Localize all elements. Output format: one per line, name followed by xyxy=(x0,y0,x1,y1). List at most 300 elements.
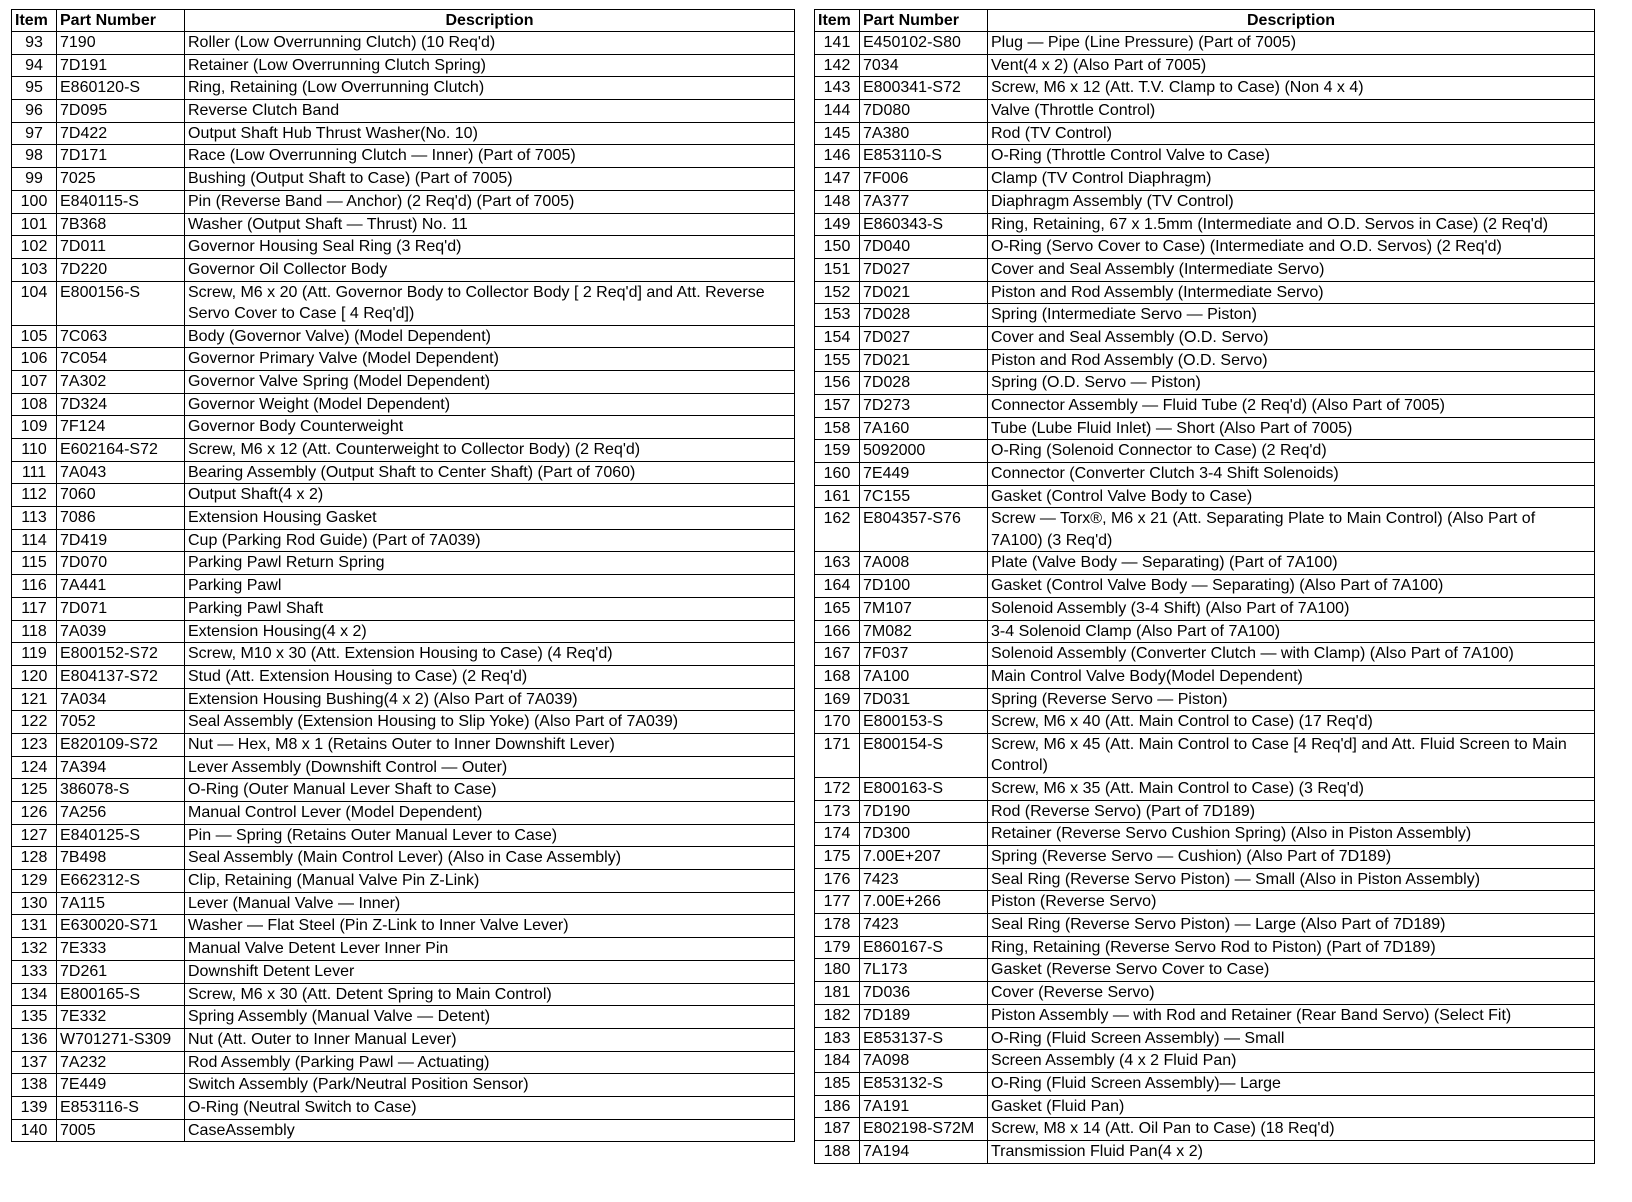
description-cell: Connector Assembly — Fluid Tube (2 Req'd) (Also Part of 7005) xyxy=(988,395,1595,418)
description-cell: Screw, M6 x 30 (Att. Detent Spring to Main Control) xyxy=(185,983,795,1006)
table-row xyxy=(815,145,1595,168)
table-row xyxy=(815,100,1595,123)
item-number-cell: 156 xyxy=(815,372,860,395)
table-row xyxy=(12,824,795,847)
description-cell: Connector (Converter Clutch 3-4 Shift Solenoids) xyxy=(988,463,1595,486)
table-row xyxy=(12,665,795,688)
description-cell: Rod Assembly (Parking Pawl — Actuating) xyxy=(185,1051,795,1074)
part-number-cell: 7D422 xyxy=(57,122,185,145)
table-row xyxy=(815,1027,1595,1050)
part-number-cell: E860120-S xyxy=(57,77,185,100)
part-number-cell: 386078-S xyxy=(57,779,185,802)
part-number-cell: 7D189 xyxy=(860,1004,988,1027)
part-number-cell: 7D021 xyxy=(860,281,988,304)
description-cell: Output Shaft Hub Thrust Washer(No. 10) xyxy=(185,122,795,145)
item-number-cell: 116 xyxy=(12,575,57,598)
item-number-cell: 147 xyxy=(815,168,860,191)
table-row xyxy=(815,1140,1595,1163)
item-header: Item xyxy=(12,10,57,32)
item-number-cell: 140 xyxy=(12,1119,57,1142)
part-number-cell: 7D300 xyxy=(860,823,988,846)
parts-table-left-body xyxy=(12,32,795,1142)
description-cell: Extension Housing Bushing(4 x 2) (Also Part of 7A039) xyxy=(185,688,795,711)
item-number-cell: 130 xyxy=(12,892,57,915)
part-number-cell: 7.00E+207 xyxy=(860,846,988,869)
table-row xyxy=(12,711,795,734)
item-number-cell: 133 xyxy=(12,960,57,983)
description-cell: Gasket (Reverse Servo Cover to Case) xyxy=(988,959,1595,982)
table-row xyxy=(12,779,795,802)
item-number-cell: 124 xyxy=(12,756,57,779)
table-row xyxy=(815,936,1595,959)
part-number-cell: 7F037 xyxy=(860,643,988,666)
description-cell: Spring (Reverse Servo — Piston) xyxy=(988,688,1595,711)
description-cell: Gasket (Control Valve Body — Separating) (Also Part of 7A100) xyxy=(988,575,1595,598)
part-number-cell: 7D021 xyxy=(860,349,988,372)
item-number-cell: 134 xyxy=(12,983,57,1006)
description-cell: Spring (Intermediate Servo — Piston) xyxy=(988,304,1595,327)
item-number-cell: 136 xyxy=(12,1028,57,1051)
part-number-cell: 7D324 xyxy=(57,393,185,416)
item-number-cell: 179 xyxy=(815,936,860,959)
table-row xyxy=(12,236,795,259)
description-cell: Downshift Detent Lever xyxy=(185,960,795,983)
table-row xyxy=(12,439,795,462)
part-number-cell: 7190 xyxy=(57,32,185,55)
description-cell: Governor Oil Collector Body xyxy=(185,258,795,281)
description-cell: Retainer (Reverse Servo Cushion Spring) (Also in Piston Assembly) xyxy=(988,823,1595,846)
item-number-cell: 171 xyxy=(815,733,860,777)
table-row xyxy=(815,508,1595,552)
table-row xyxy=(12,484,795,507)
item-number-cell: 151 xyxy=(815,258,860,281)
description-cell: Spring (Reverse Servo — Cushion) (Also Part of 7D189) xyxy=(988,846,1595,869)
table-row xyxy=(815,1050,1595,1073)
description-cell: Main Control Valve Body(Model Dependent) xyxy=(988,665,1595,688)
description-cell: Cover and Seal Assembly (Intermediate Servo) xyxy=(988,258,1595,281)
part-number-cell: E853116-S xyxy=(57,1096,185,1119)
description-cell: Ring, Retaining, 67 x 1.5mm (Intermediate and O.D. Servos in Case) (2 Req'd) xyxy=(988,213,1595,236)
item-number-cell: 182 xyxy=(815,1004,860,1027)
item-number-cell: 127 xyxy=(12,824,57,847)
table-row xyxy=(815,823,1595,846)
item-number-cell: 142 xyxy=(815,54,860,77)
part-number-cell: 7A100 xyxy=(860,665,988,688)
part-number-cell: 7F124 xyxy=(57,416,185,439)
part-number-cell: 7D100 xyxy=(860,575,988,598)
table-row xyxy=(12,325,795,348)
description-header: Description xyxy=(988,10,1595,32)
description-cell: Seal Ring (Reverse Servo Piston) — Small (Also in Piston Assembly) xyxy=(988,868,1595,891)
table-row xyxy=(815,77,1595,100)
part-number-cell: E800165-S xyxy=(57,983,185,1006)
table-row xyxy=(815,982,1595,1005)
item-number-cell: 153 xyxy=(815,304,860,327)
item-number-cell: 188 xyxy=(815,1140,860,1163)
item-number-cell: 123 xyxy=(12,733,57,756)
description-header: Description xyxy=(185,10,795,32)
item-number-cell: 113 xyxy=(12,507,57,530)
table-row xyxy=(12,1028,795,1051)
description-cell: Spring Assembly (Manual Valve — Detent) xyxy=(185,1006,795,1029)
table-row xyxy=(12,1096,795,1119)
item-number-cell: 125 xyxy=(12,779,57,802)
part-number-cell: 7.00E+266 xyxy=(860,891,988,914)
description-cell: Reverse Clutch Band xyxy=(185,100,795,123)
part-number-cell: 7D040 xyxy=(860,236,988,259)
item-number-cell: 145 xyxy=(815,122,860,145)
part-number-cell: 7D011 xyxy=(57,236,185,259)
parts-table-right-body xyxy=(815,32,1595,1164)
part-number-cell: 7423 xyxy=(860,914,988,937)
description-cell: Roller (Low Overrunning Clutch) (10 Req'd) xyxy=(185,32,795,55)
description-cell: Solenoid Assembly (Converter Clutch — with Clamp) (Also Part of 7A100) xyxy=(988,643,1595,666)
item-number-cell: 104 xyxy=(12,281,57,325)
description-cell: Nut (Att. Outer to Inner Manual Lever) xyxy=(185,1028,795,1051)
item-number-cell: 135 xyxy=(12,1006,57,1029)
description-cell: Screw, M6 x 40 (Att. Main Control to Case) (17 Req'd) xyxy=(988,711,1595,734)
item-number-cell: 157 xyxy=(815,395,860,418)
description-cell: Tube (Lube Fluid Inlet) — Short (Also Part of 7005) xyxy=(988,417,1595,440)
table-row xyxy=(815,711,1595,734)
part-number-cell: 7D095 xyxy=(57,100,185,123)
description-cell: Gasket (Fluid Pan) xyxy=(988,1095,1595,1118)
part-number-cell: E800163-S xyxy=(860,777,988,800)
item-number-cell: 126 xyxy=(12,802,57,825)
table-row xyxy=(12,575,795,598)
item-number-cell: 187 xyxy=(815,1118,860,1141)
table-row xyxy=(12,190,795,213)
item-number-cell: 121 xyxy=(12,688,57,711)
part-number-cell: 7C063 xyxy=(57,325,185,348)
description-cell: Extension Housing Gasket xyxy=(185,507,795,530)
part-number-cell: 7B498 xyxy=(57,847,185,870)
part-number-cell: W701271-S309 xyxy=(57,1028,185,1051)
item-number-cell: 98 xyxy=(12,145,57,168)
part-number-cell: 7D171 xyxy=(57,145,185,168)
part-number-cell: E860167-S xyxy=(860,936,988,959)
part-number-cell: 7060 xyxy=(57,484,185,507)
table-row xyxy=(815,1004,1595,1027)
item-number-cell: 129 xyxy=(12,870,57,893)
table-row xyxy=(12,168,795,191)
table-row xyxy=(12,529,795,552)
header-row xyxy=(12,10,795,32)
table-row xyxy=(815,304,1595,327)
part-number-cell: 7E333 xyxy=(57,938,185,961)
table-row xyxy=(815,440,1595,463)
item-number-cell: 165 xyxy=(815,597,860,620)
table-row xyxy=(12,348,795,371)
description-cell: Screw, M6 x 12 (Att. Counterweight to Collector Body) (2 Req'd) xyxy=(185,439,795,462)
item-number-cell: 177 xyxy=(815,891,860,914)
part-number-cell: 7A302 xyxy=(57,370,185,393)
item-number-cell: 138 xyxy=(12,1074,57,1097)
table-row xyxy=(12,281,795,325)
table-row xyxy=(12,870,795,893)
table-row xyxy=(815,733,1595,777)
item-number-cell: 169 xyxy=(815,688,860,711)
table-row xyxy=(815,258,1595,281)
table-row xyxy=(815,54,1595,77)
description-cell: Parking Pawl Shaft xyxy=(185,597,795,620)
description-cell: Screw, M6 x 20 (Att. Governor Body to Collector Body [ 2 Req'd] and Att. Reverse Servo Cover to Case [ 4 Req'd]) xyxy=(185,281,795,325)
table-row xyxy=(815,643,1595,666)
part-number-cell: 7D027 xyxy=(860,258,988,281)
part-number-cell: 7D028 xyxy=(860,372,988,395)
description-cell: Body (Governor Valve) (Model Dependent) xyxy=(185,325,795,348)
description-cell: Piston Assembly — with Rod and Retainer (Rear Band Servo) (Select Fit) xyxy=(988,1004,1595,1027)
table-row xyxy=(12,1051,795,1074)
part-number-cell: 7C054 xyxy=(57,348,185,371)
table-row xyxy=(815,372,1595,395)
description-cell: Diaphragm Assembly (TV Control) xyxy=(988,190,1595,213)
table-row xyxy=(12,32,795,55)
part-number-cell: 7E449 xyxy=(860,463,988,486)
table-row xyxy=(12,100,795,123)
table-row xyxy=(12,733,795,756)
item-number-cell: 103 xyxy=(12,258,57,281)
part-number-cell: 7A232 xyxy=(57,1051,185,1074)
table-row xyxy=(12,416,795,439)
table-row xyxy=(815,891,1595,914)
item-number-cell: 118 xyxy=(12,620,57,643)
table-row xyxy=(12,258,795,281)
table-row xyxy=(815,281,1595,304)
part-number-cell: 7L173 xyxy=(860,959,988,982)
description-cell: Governor Weight (Model Dependent) xyxy=(185,393,795,416)
part-number-cell: E840115-S xyxy=(57,190,185,213)
table-row xyxy=(815,777,1595,800)
description-cell: Race (Low Overrunning Clutch — Inner) (Part of 7005) xyxy=(185,145,795,168)
table-row xyxy=(815,1095,1595,1118)
description-cell: Ring, Retaining (Low Overrunning Clutch) xyxy=(185,77,795,100)
part-number-cell: E840125-S xyxy=(57,824,185,847)
part-number-cell: 7A039 xyxy=(57,620,185,643)
description-cell: Switch Assembly (Park/Neutral Position Sensor) xyxy=(185,1074,795,1097)
description-cell: Bushing (Output Shaft to Case) (Part of 7005) xyxy=(185,168,795,191)
item-number-cell: 117 xyxy=(12,597,57,620)
description-cell: Rod (Reverse Servo) (Part of 7D189) xyxy=(988,800,1595,823)
description-cell: Screw, M6 x 45 (Att. Main Control to Case [4 Req'd] and Att. Fluid Screen to Main Control) xyxy=(988,733,1595,777)
description-cell: Parking Pawl xyxy=(185,575,795,598)
item-number-cell: 155 xyxy=(815,349,860,372)
description-cell: Retainer (Low Overrunning Clutch Spring) xyxy=(185,54,795,77)
description-cell: Governor Primary Valve (Model Dependent) xyxy=(185,348,795,371)
part-number-cell: 7052 xyxy=(57,711,185,734)
description-cell: Screw, M10 x 30 (Att. Extension Housing to Case) (4 Req'd) xyxy=(185,643,795,666)
description-cell: Screen Assembly (4 x 2 Fluid Pan) xyxy=(988,1050,1595,1073)
table-row xyxy=(815,417,1595,440)
part-number-cell: 7A008 xyxy=(860,552,988,575)
part-number-cell: 7D031 xyxy=(860,688,988,711)
description-cell: Manual Control Lever (Model Dependent) xyxy=(185,802,795,825)
item-number-cell: 141 xyxy=(815,32,860,55)
item-number-cell: 168 xyxy=(815,665,860,688)
description-cell: Vent(4 x 2) (Also Part of 7005) xyxy=(988,54,1595,77)
table-row xyxy=(12,461,795,484)
table-row xyxy=(12,847,795,870)
table-row xyxy=(815,959,1595,982)
part-number-cell: E804357-S76 xyxy=(860,508,988,552)
description-cell: Screw, M6 x 12 (Att. T.V. Clamp to Case) (Non 4 x 4) xyxy=(988,77,1595,100)
item-number-cell: 178 xyxy=(815,914,860,937)
description-cell: Pin (Reverse Band — Anchor) (2 Req'd) (Part of 7005) xyxy=(185,190,795,213)
description-cell: Seal Ring (Reverse Servo Piston) — Large (Also Part of 7D189) xyxy=(988,914,1595,937)
item-number-cell: 173 xyxy=(815,800,860,823)
table-row xyxy=(815,190,1595,213)
item-number-cell: 144 xyxy=(815,100,860,123)
part-number-cell: 7A160 xyxy=(860,417,988,440)
part-number-cell: 7D071 xyxy=(57,597,185,620)
part-number-cell: 7E449 xyxy=(57,1074,185,1097)
description-cell: Washer — Flat Steel (Pin Z-Link to Inner Valve Lever) xyxy=(185,915,795,938)
description-cell: Transmission Fluid Pan(4 x 2) xyxy=(988,1140,1595,1163)
table-row xyxy=(815,846,1595,869)
description-cell: Rod (TV Control) xyxy=(988,122,1595,145)
table-row xyxy=(815,213,1595,236)
part-number-cell: E853110-S xyxy=(860,145,988,168)
table-row xyxy=(12,597,795,620)
description-cell: O-Ring (Throttle Control Valve to Case) xyxy=(988,145,1595,168)
part-number-cell: E853137-S xyxy=(860,1027,988,1050)
table-row xyxy=(815,688,1595,711)
part-number-cell: 7B368 xyxy=(57,213,185,236)
description-cell: Spring (O.D. Servo — Piston) xyxy=(988,372,1595,395)
table-row xyxy=(12,938,795,961)
part-number-cell: E800153-S xyxy=(860,711,988,734)
table-row xyxy=(12,983,795,1006)
item-number-cell: 132 xyxy=(12,938,57,961)
description-cell: Clip, Retaining (Manual Valve Pin Z-Link) xyxy=(185,870,795,893)
part-number-cell: 7005 xyxy=(57,1119,185,1142)
table-row xyxy=(12,915,795,938)
item-number-cell: 159 xyxy=(815,440,860,463)
table-row xyxy=(815,597,1595,620)
table-row xyxy=(815,1118,1595,1141)
header-row xyxy=(815,10,1595,32)
item-number-cell: 96 xyxy=(12,100,57,123)
part-number-cell: E800341-S72 xyxy=(860,77,988,100)
part-number-cell: 7025 xyxy=(57,168,185,191)
part-number-cell: E802198-S72M xyxy=(860,1118,988,1141)
part-number-cell: E820109-S72 xyxy=(57,733,185,756)
description-cell: O-Ring (Outer Manual Lever Shaft to Case) xyxy=(185,779,795,802)
part-number-cell: 7E332 xyxy=(57,1006,185,1029)
table-row xyxy=(815,168,1595,191)
item-number-cell: 170 xyxy=(815,711,860,734)
item-number-cell: 115 xyxy=(12,552,57,575)
part-number-cell: 7D273 xyxy=(860,395,988,418)
part-number-header: Part Number xyxy=(57,10,185,32)
description-cell: Plate (Valve Body — Separating) (Part of 7A100) xyxy=(988,552,1595,575)
table-row xyxy=(815,575,1595,598)
description-cell: O-Ring (Fluid Screen Assembly)— Large xyxy=(988,1072,1595,1095)
item-number-cell: 107 xyxy=(12,370,57,393)
table-row xyxy=(815,620,1595,643)
part-number-header: Part Number xyxy=(860,10,988,32)
table-row xyxy=(12,643,795,666)
table-row xyxy=(815,914,1595,937)
part-number-cell: E450102-S80 xyxy=(860,32,988,55)
table-row xyxy=(12,552,795,575)
description-cell: O-Ring (Servo Cover to Case) (Intermediate and O.D. Servos) (2 Req'd) xyxy=(988,236,1595,259)
part-number-cell: 7A034 xyxy=(57,688,185,711)
table-row xyxy=(12,1074,795,1097)
table-row xyxy=(815,800,1595,823)
item-number-cell: 172 xyxy=(815,777,860,800)
item-number-cell: 102 xyxy=(12,236,57,259)
part-number-cell: 7D419 xyxy=(57,529,185,552)
table-row xyxy=(815,552,1595,575)
description-cell: Plug — Pipe (Line Pressure) (Part of 7005) xyxy=(988,32,1595,55)
part-number-cell: 7A194 xyxy=(860,1140,988,1163)
part-number-cell: 7D070 xyxy=(57,552,185,575)
item-number-cell: 184 xyxy=(815,1050,860,1073)
part-number-cell: 7D036 xyxy=(860,982,988,1005)
description-cell: 3-4 Solenoid Clamp (Also Part of 7A100) xyxy=(988,620,1595,643)
part-number-cell: 5092000 xyxy=(860,440,988,463)
table-row xyxy=(12,688,795,711)
description-cell: Piston and Rod Assembly (Intermediate Servo) xyxy=(988,281,1595,304)
item-number-cell: 152 xyxy=(815,281,860,304)
table-row xyxy=(12,892,795,915)
item-number-cell: 119 xyxy=(12,643,57,666)
table-row xyxy=(815,463,1595,486)
description-cell: Nut — Hex, M8 x 1 (Retains Outer to Inner Downshift Lever) xyxy=(185,733,795,756)
part-number-cell: 7A115 xyxy=(57,892,185,915)
item-number-cell: 160 xyxy=(815,463,860,486)
part-number-cell: E860343-S xyxy=(860,213,988,236)
description-cell: O-Ring (Solenoid Connector to Case) (2 Req'd) xyxy=(988,440,1595,463)
table-row xyxy=(815,349,1595,372)
part-number-cell: E800152-S72 xyxy=(57,643,185,666)
description-cell: Screw, M8 x 14 (Att. Oil Pan to Case) (18 Req'd) xyxy=(988,1118,1595,1141)
description-cell: Lever (Manual Valve — Inner) xyxy=(185,892,795,915)
description-cell: Manual Valve Detent Lever Inner Pin xyxy=(185,938,795,961)
description-cell: CaseAssembly xyxy=(185,1119,795,1142)
item-number-cell: 167 xyxy=(815,643,860,666)
table-row xyxy=(815,868,1595,891)
description-cell: Gasket (Control Valve Body to Case) xyxy=(988,485,1595,508)
description-cell: Clamp (TV Control Diaphragm) xyxy=(988,168,1595,191)
description-cell: Cup (Parking Rod Guide) (Part of 7A039) xyxy=(185,529,795,552)
description-cell: Screw — Torx®, M6 x 21 (Att. Separating Plate to Main Control) (Also Part of 7A100) (3 Req'd) xyxy=(988,508,1595,552)
table-row xyxy=(12,802,795,825)
part-number-cell: 7A043 xyxy=(57,461,185,484)
description-cell: Governor Body Counterweight xyxy=(185,416,795,439)
table-row xyxy=(12,54,795,77)
part-number-cell: 7A394 xyxy=(57,756,185,779)
table-row xyxy=(12,393,795,416)
table-row xyxy=(12,77,795,100)
part-number-cell: 7A191 xyxy=(860,1095,988,1118)
table-row xyxy=(12,145,795,168)
description-cell: Bearing Assembly (Output Shaft to Center Shaft) (Part of 7060) xyxy=(185,461,795,484)
part-number-cell: E800154-S xyxy=(860,733,988,777)
table-row xyxy=(815,122,1595,145)
item-number-cell: 110 xyxy=(12,439,57,462)
item-number-cell: 95 xyxy=(12,77,57,100)
table-row xyxy=(815,236,1595,259)
item-number-cell: 150 xyxy=(815,236,860,259)
part-number-cell: 7086 xyxy=(57,507,185,530)
item-number-cell: 109 xyxy=(12,416,57,439)
part-number-cell: 7D028 xyxy=(860,304,988,327)
item-number-cell: 143 xyxy=(815,77,860,100)
part-number-cell: 7D191 xyxy=(57,54,185,77)
item-number-cell: 166 xyxy=(815,620,860,643)
